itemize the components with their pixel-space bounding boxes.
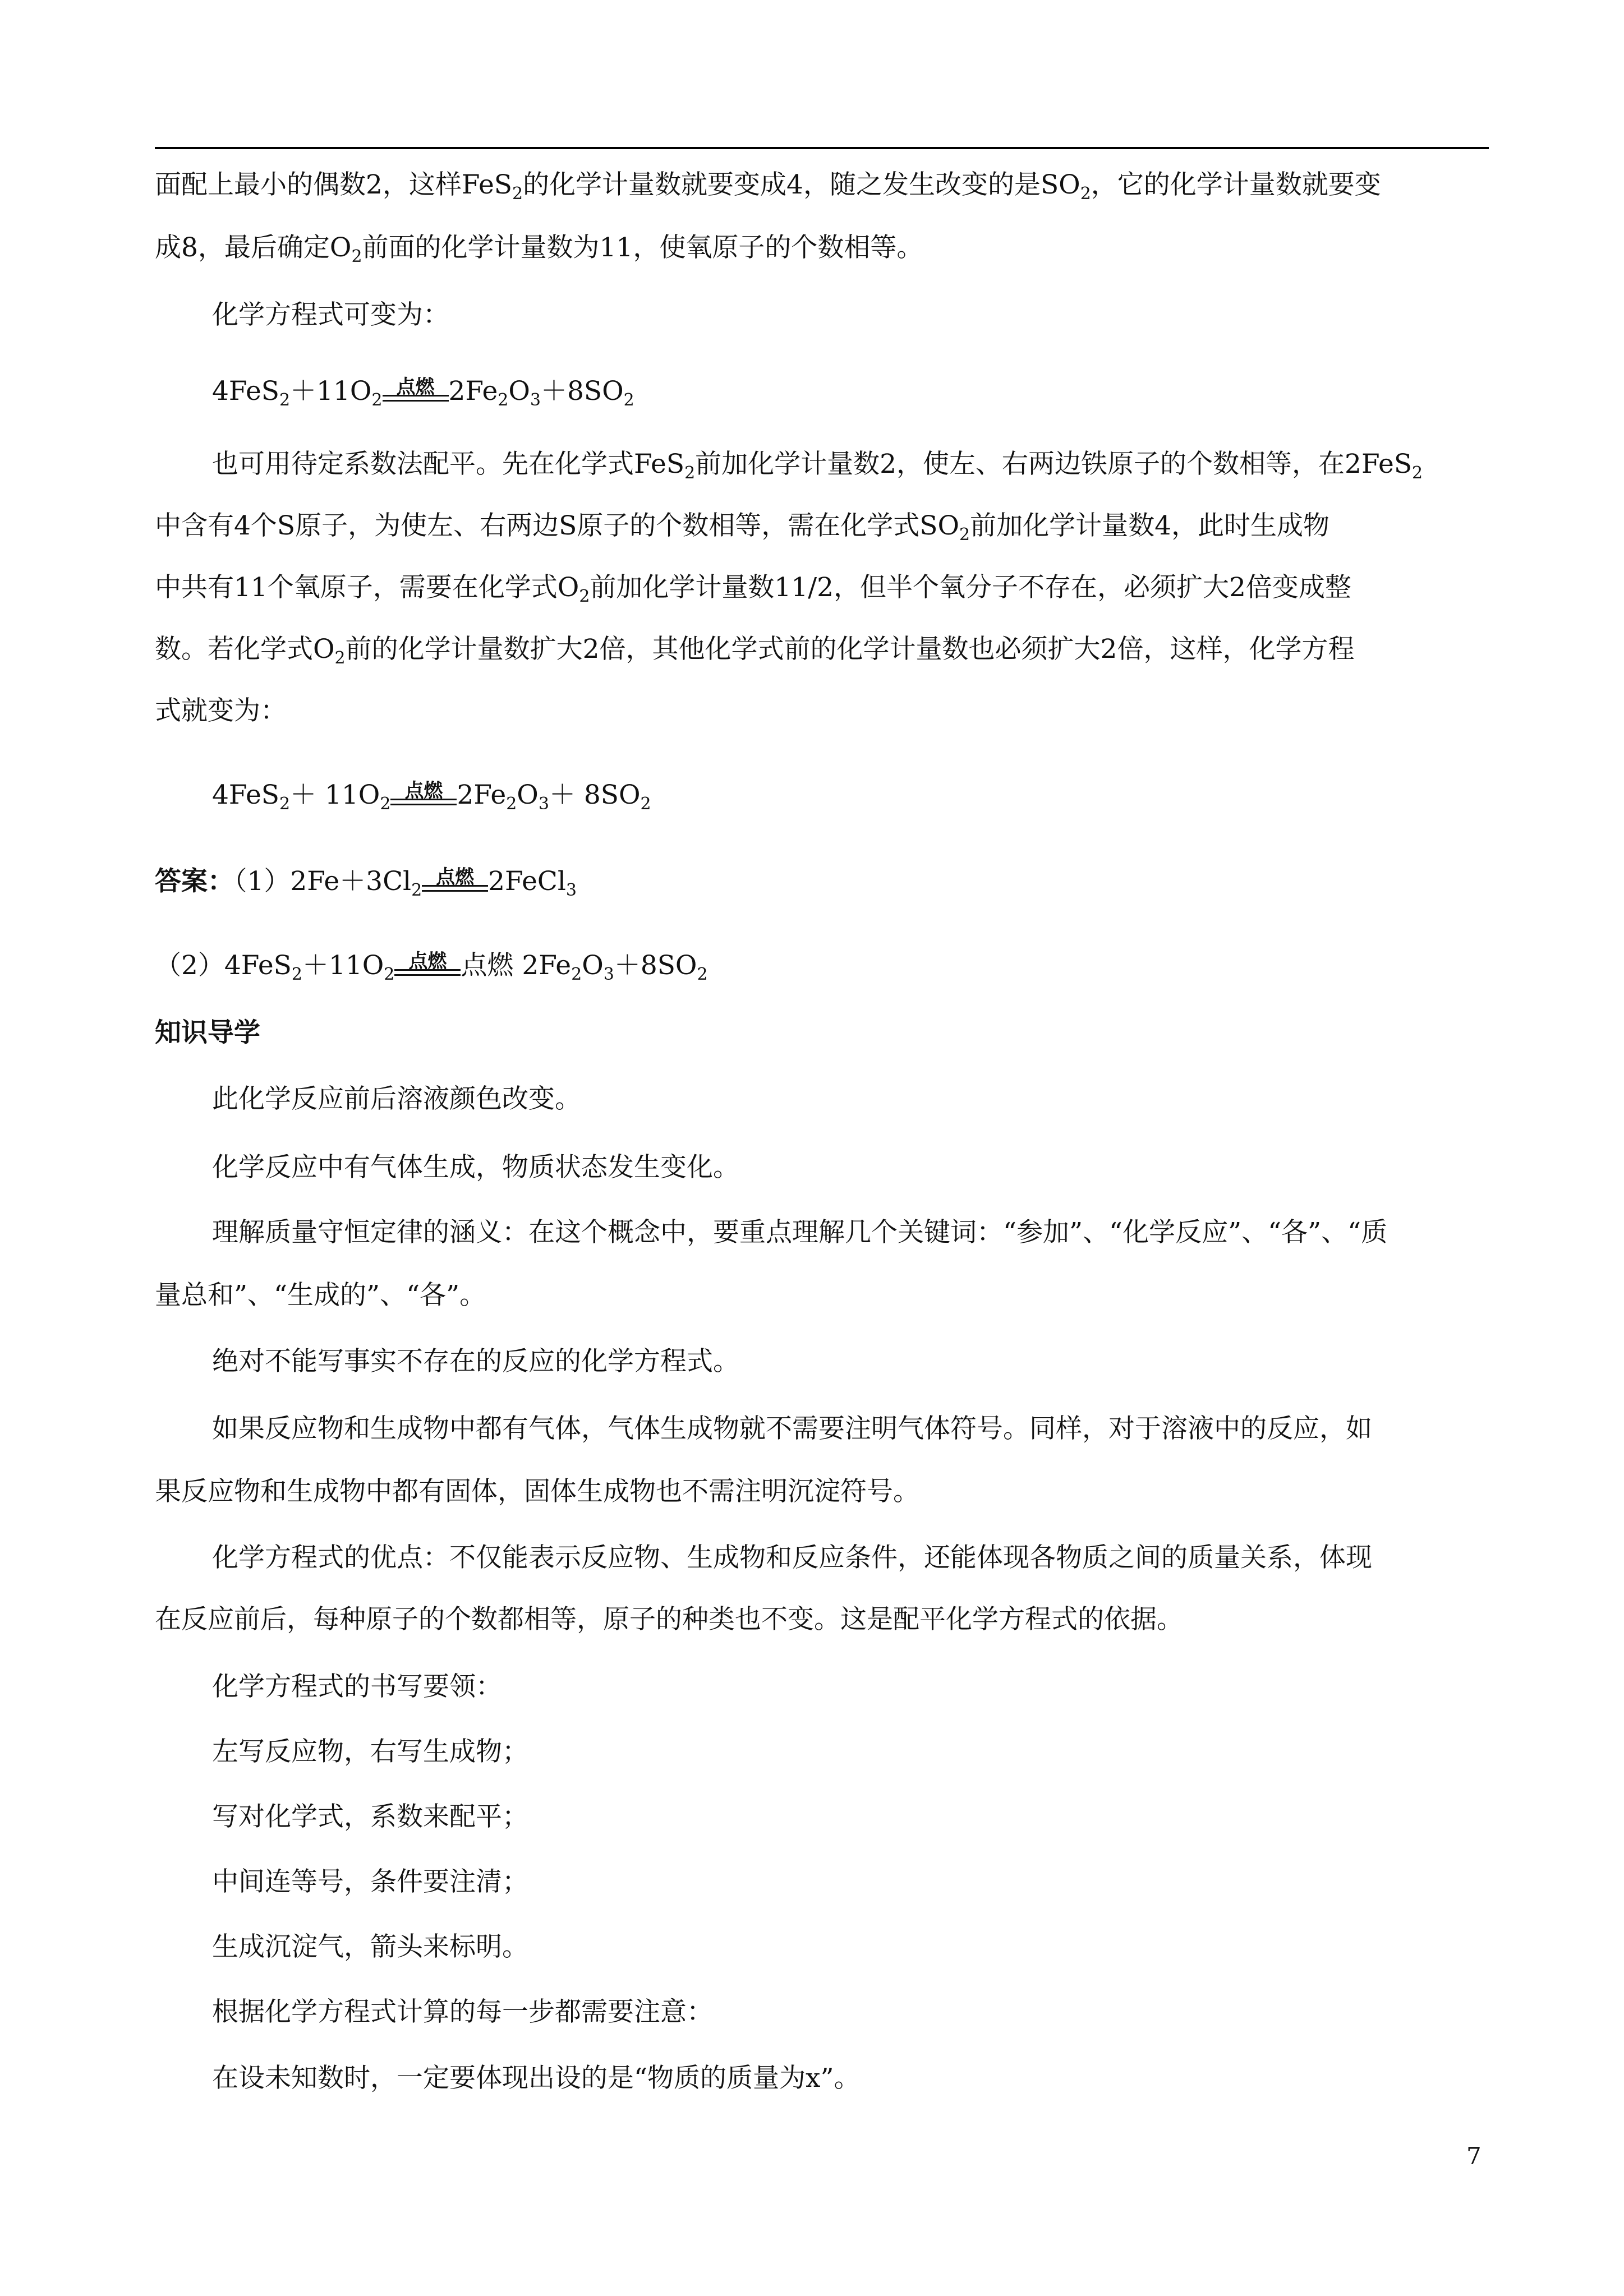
paragraph-line: 根据化学方程式计算的每一步都需要注意：: [212, 1997, 713, 2027]
paragraph-line: 理解质量守恒定律的涵义：在这个概念中，要重点理解几个关键词：“参加”、“化学反应”、“各”、“质: [212, 1217, 1388, 1248]
answer-1: 答案：$(1)2Fe+3Cl_2$ 点燃 2FeCl$_3$: [155, 864, 577, 900]
paragraph-line: 如果反应物和生成物中都有气体，气体生成物就不需要注明气体符号。同样，对于溶液中的反应，如: [212, 1413, 1372, 1444]
answer-2: $(2)4FeS_2+11O_2$ 点燃 点燃 $2Fe_2O_3+8SO_2$: [155, 948, 708, 984]
equation-2: $4FeS_2+ 11O_2$ 点燃 $2Fe_2O_3+ 8SO_2$: [212, 777, 651, 813]
paragraph-line: 左写反应物，右写生成物；: [212, 1736, 528, 1767]
reaction-condition-sign: 点燃: [390, 777, 457, 813]
paragraph-line: 式就变为：: [155, 695, 287, 726]
paragraph-line: 化学方程式的书写要领：: [212, 1671, 502, 1702]
answer-label: 答案：: [155, 866, 234, 897]
paragraph-line: 此化学反应前后溶液颜色改变。: [212, 1084, 581, 1114]
paragraph-line: 在反应前后，每种原子的个数都相等，原子的种类也不变。这是配平化学方程式的依据。: [155, 1604, 1183, 1635]
header-rule: [155, 147, 1489, 149]
reaction-condition-sign: 点燃: [383, 374, 449, 409]
paragraph-line: 面配上最小的偶数2，这样FeS$_2$的化学计量数就要变成4，随之发生改变的是$SO_2$，它的化学计量数就要变: [155, 169, 1381, 204]
paragraph-line: 中共有11个氧原子，需要在化学式$O_2$前加化学计量数11/2，但半个氧分子不存在，必须扩大2倍变成整: [155, 572, 1351, 606]
reaction-condition-sign: 点燃: [422, 864, 488, 900]
paragraph-line: 量总和”、“生成的”、“各”。: [155, 1280, 486, 1311]
paragraph-line: 写对化学式，系数来配平；: [212, 1801, 528, 1832]
paragraph-line: 中间连等号，条件要注清；: [212, 1866, 528, 1897]
paragraph-line: 化学方程式可变为：: [212, 299, 449, 330]
paragraph-line: 中含有4个S原子，为使左、右两边S原子的个数相等，需在化学式$SO_2$前加化学计量数4，此时生成物: [155, 510, 1330, 545]
equation-1: $4FeS_2+11O_2$ 点燃 $2Fe_2O_3+8SO_2$: [212, 374, 634, 409]
paragraph-line: 化学方程式的优点：不仅能表示反应物、生成物和反应条件，还能体现各物质之间的质量关系，体现: [212, 1542, 1372, 1573]
paragraph-line: 果反应物和生成物中都有固体，固体生成物也不需注明沉淀符号。: [155, 1476, 919, 1507]
paragraph-line: 绝对不能写事实不存在的反应的化学方程式。: [212, 1346, 739, 1377]
page-number: 7: [1466, 2142, 1482, 2170]
reaction-condition-sign: 点燃: [394, 948, 461, 984]
paragraph-line: 化学反应中有气体生成，物质状态发生变化。: [212, 1152, 739, 1183]
paragraph-line: 也可用待定系数法配平。先在化学式FeS$_2$前加化学计量数2，使左、右两边铁原子的个数相等，在2FeS$_2$: [212, 449, 1423, 483]
paragraph-line: 数。若化学式$O_2$前的化学计量数扩大2倍，其他化学式前的化学计量数也必须扩大2倍，这样，化学方程: [155, 634, 1355, 668]
section-title: 知识导学: [155, 1017, 260, 1048]
paragraph-line: 成8，最后确定$O_2$前面的化学计量数为11，使氧原子的个数相等。: [155, 232, 923, 266]
paragraph-line: 在设未知数时，一定要体现出设的是“物质的质量为x”。: [212, 2063, 861, 2094]
paragraph-line: 生成沉淀气，箭头来标明。: [212, 1931, 528, 1962]
